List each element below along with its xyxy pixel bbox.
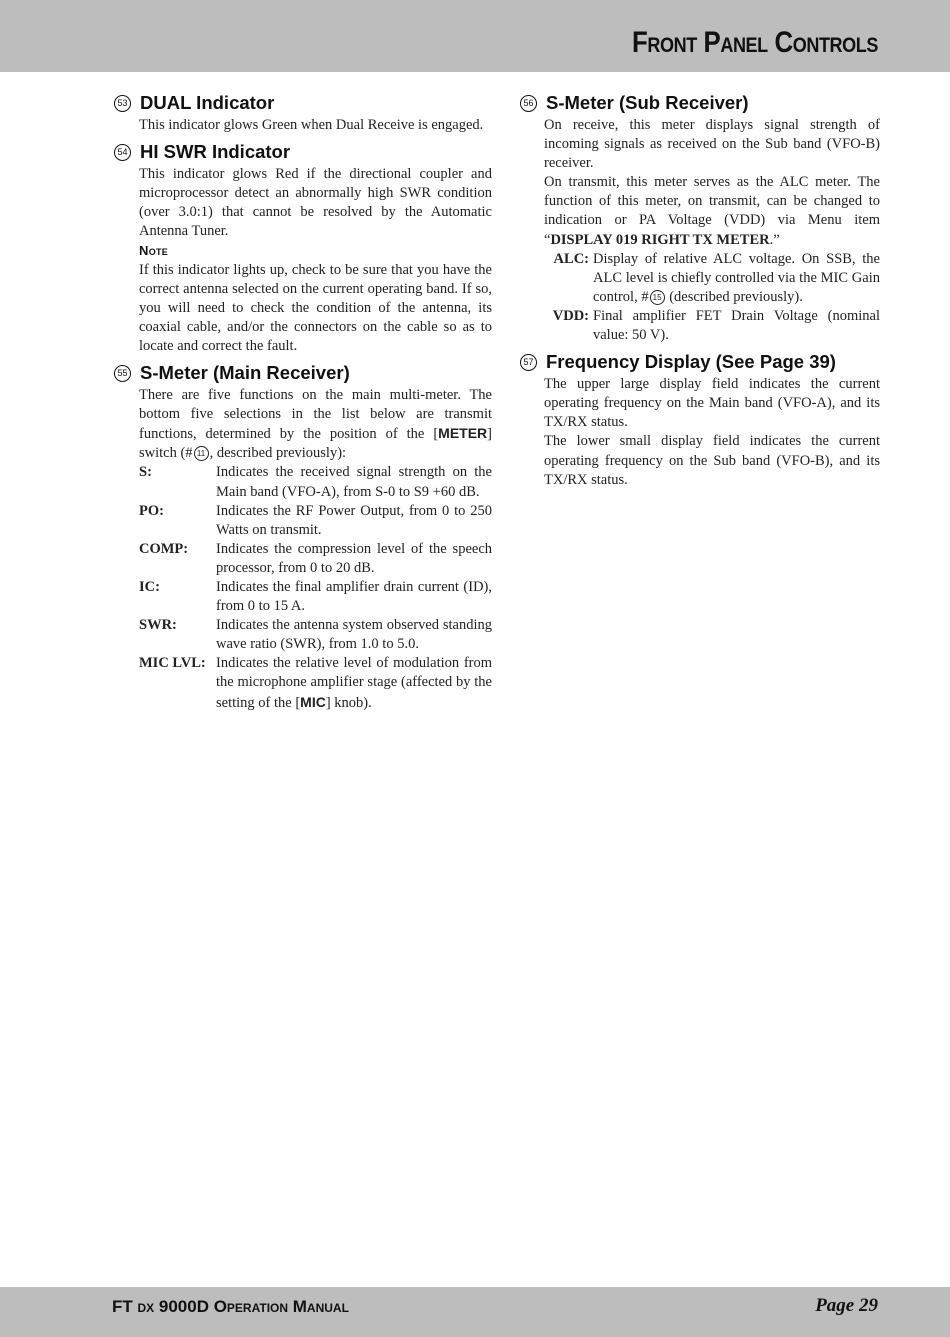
list-item xyxy=(139,578,492,616)
meter-switch-label: METER xyxy=(438,425,488,442)
section-title: HI SWR Indicator xyxy=(140,141,291,163)
def-desc: Indicates the antenna system observed standing wave ratio (SWR), from 1.0 to 5.0. xyxy=(216,617,492,653)
def-term: PO: xyxy=(139,502,164,519)
item-number-badge: 56 xyxy=(520,95,537,112)
list-item xyxy=(139,540,492,578)
left-column xyxy=(112,90,492,717)
mic-knob-label: MIC xyxy=(300,693,326,710)
section-text: This indicator glows Red if the directional coupler and microprocessor detect an abnormally high SWR condition (over 3.0:1) that cannot be resolved by the Automatic Antenna Tuner. xyxy=(139,166,492,240)
list-item xyxy=(544,250,880,307)
section-s-meter-main xyxy=(112,360,492,713)
def-term: IC: xyxy=(139,578,160,595)
item-number-badge: 54 xyxy=(114,144,131,161)
def-desc: Indicates the compression level of the speech processor, from 0 to 20 dB. xyxy=(216,540,492,576)
section-heading xyxy=(112,139,492,165)
list-item xyxy=(139,463,492,501)
ref-number-badge: 11 xyxy=(194,446,209,461)
section-frequency-display xyxy=(518,349,880,490)
section-title: S-Meter (Sub Receiver) xyxy=(546,92,749,113)
def-desc: Indicates the RF Power Output, from 0 to 250 Watts on transmit. xyxy=(216,502,492,538)
section-text: On receive, this meter displays signal strength of incoming signals as received on the Sub band (VFO-B) receiver. xyxy=(544,117,880,172)
section-heading xyxy=(518,349,880,375)
section-s-meter-sub xyxy=(518,90,880,345)
list-item xyxy=(139,616,492,654)
menu-item-name: DISPLAY 019 RIGHT TX METER xyxy=(550,231,770,248)
section-title: S-Meter (Main Receiver) xyxy=(140,362,350,384)
list-item xyxy=(139,654,492,712)
section-title: Frequency Display (See Page 39) xyxy=(546,351,836,373)
def-term: ALC: xyxy=(553,250,589,267)
section-title: DUAL Indicator xyxy=(140,92,275,113)
def-desc: Indicates the received signal strength on the Main band (VFO-A), from S-0 to S9 +60 dB. xyxy=(216,464,492,500)
page-header-title: Front Panel Controls xyxy=(632,26,878,59)
section-dual-indicator xyxy=(112,90,492,135)
def-term: S: xyxy=(139,464,152,481)
def-term: MIC LVL: xyxy=(139,655,206,672)
footer-manual-title: FT dx 9000D Operation Manual xyxy=(112,1297,349,1316)
footer-page-number: Page 29 xyxy=(815,1295,878,1316)
item-number-badge: 55 xyxy=(114,365,131,382)
section-heading xyxy=(112,90,492,116)
list-item xyxy=(139,502,492,540)
ref-number-badge: 15 xyxy=(650,290,665,305)
section-text: On transmit, this meter serves as the ALC meter. The function of this meter, on transmit, can be changed to indication or PA Voltage (VDD) via Menu item “DISPLAY 019 RIGHT TX METER.” xyxy=(544,174,880,248)
section-intro: There are five functions on the main multi-meter. The bottom five selections in the list below are transmit functions, determined by the position of the [METER] switch (# 11 , described previously): xyxy=(139,387,492,462)
note-label: Note xyxy=(139,243,169,259)
note-text: If this indicator lights up, check to be sure that you have the correct antenna selected on the current operating band. If so, you will need to check the condition of the antenna, its coaxial cable, and/or the connectors on the cable so as to locate and correct the fault. xyxy=(139,261,492,354)
section-hi-swr-indicator xyxy=(112,139,492,356)
section-heading xyxy=(518,90,880,116)
meter-function-list xyxy=(139,463,492,712)
footer-band xyxy=(0,1287,950,1337)
right-column xyxy=(518,90,880,494)
def-desc: Display of relative ALC voltage. On SSB, the ALC level is chiefly controlled via the MIC Gain control, # 15 (described previously). xyxy=(593,250,880,305)
def-desc: Indicates the final amplifier drain current (ID), from 0 to 15 A. xyxy=(216,578,492,615)
section-text: The upper large display field indicates the current operating frequency on the Main band (VFO-A), and its TX/RX status. xyxy=(544,376,880,431)
def-term: SWR: xyxy=(139,617,177,634)
header-band xyxy=(0,0,950,72)
section-text: The lower small display field indicates the current operating frequency on the Sub band (VFO-B), and its TX/RX status. xyxy=(544,433,880,488)
section-text: This indicator glows Green when Dual Receive is engaged. xyxy=(139,117,484,133)
item-number-badge: 57 xyxy=(520,354,537,371)
def-desc: Indicates the relative level of modulation from the microphone amplifier stage (affected by the setting of the [MIC] knob). xyxy=(216,655,492,711)
list-item xyxy=(544,307,880,345)
section-heading xyxy=(112,360,492,386)
item-number-badge: 53 xyxy=(114,95,131,112)
def-term: COMP: xyxy=(139,540,189,557)
def-desc: Final amplifier FET Drain Voltage (nominal value: 50 V). xyxy=(593,307,880,344)
def-term: VDD: xyxy=(552,307,589,324)
